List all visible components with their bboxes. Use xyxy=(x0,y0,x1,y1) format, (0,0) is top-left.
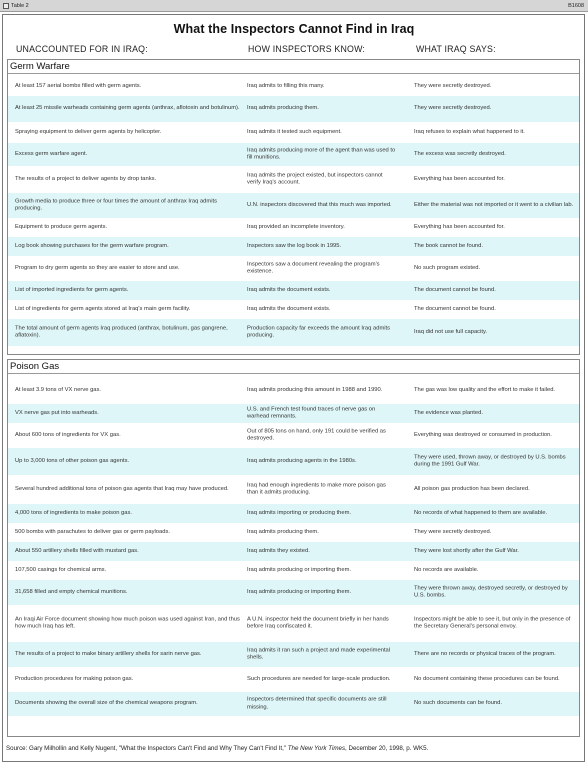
iraq-says-cell: Everything has been accounted for. xyxy=(414,223,505,230)
unaccounted-cell: 31,658 filled and empty chemical munitions. xyxy=(15,588,128,595)
unaccounted-cell: The results of a project to deliver agents by drop tanks. xyxy=(15,175,157,182)
unaccounted-cell: Several hundred additional tons of poison gas agents that Iraq may have produced. xyxy=(15,485,229,492)
how-known-cell: Iraq admits to filling this many. xyxy=(247,82,325,89)
how-known-cell: Iraq admits producing or importing them. xyxy=(247,588,352,595)
table-row xyxy=(8,96,579,122)
page-title: What the Inspectors Cannot Find in Iraq xyxy=(173,22,415,36)
table-row xyxy=(8,237,579,256)
unaccounted-cell: Log book showing purchases for the germ warfare program. xyxy=(15,242,169,249)
how-known-cell: Iraq admits producing this amount in 1988 and 1990. xyxy=(247,386,383,393)
iraq-says-cell: The excess was secretly destroyed. xyxy=(414,150,506,157)
table-row xyxy=(8,580,579,605)
iraq-says-cell: The gas was low quality and the effort to make it failed. xyxy=(414,386,556,393)
how-known-cell: Out of 805 tons on hand, only 191 could be verified as destroyed. xyxy=(247,427,386,442)
table-row xyxy=(8,504,579,523)
iraq-says-cell: Inspectors might be able to see it, but only in the presence of the Secretary General's personal envoy. xyxy=(414,615,571,630)
iraq-says-cell: They were secretly destroyed. xyxy=(414,82,492,89)
unaccounted-cell: About 600 tons of ingredients for VX gas. xyxy=(15,431,121,438)
unaccounted-cell: List of ingredients for germ agents stored at Iraq's main germ facility. xyxy=(15,305,191,312)
table-row xyxy=(8,143,579,166)
iraq-says-cell: Everything has been accounted for. xyxy=(414,175,505,182)
unaccounted-cell: 107,500 casings for chemical arms. xyxy=(15,566,107,573)
iraq-says-cell: The evidence was planted. xyxy=(414,409,483,416)
how-known-cell: Iraq admits producing them. xyxy=(247,528,319,535)
source-prefix: Source: xyxy=(6,745,28,752)
source-text: Gary Milhollin and Kelly Nugent, "What the Inspectors Can't Find and Why They Can't Find It," xyxy=(27,745,288,752)
iraq-says-cell: They were used, thrown away, or destroyed by U.S. bombs during the 1991 Gulf War. xyxy=(414,453,566,468)
how-known-cell: A U.N. inspector held the document briefly in her hands before Iraq confiscated it. xyxy=(247,615,389,630)
unaccounted-cell: Documents showing the overall size of the chemical weapons program. xyxy=(15,700,198,707)
iraq-says-cell: Iraq did not use full capacity. xyxy=(414,328,488,335)
unaccounted-cell: At least 3.9 tons of VX nerve gas. xyxy=(15,386,102,393)
how-known-cell: Iraq admits it tested such equipment. xyxy=(247,128,342,135)
how-known-cell: Production capacity far exceeds the amount Iraq admits producing. xyxy=(247,324,391,339)
iraq-says-cell: Everything was destroyed or consumed in production. xyxy=(414,431,552,438)
table-row xyxy=(8,404,579,423)
iraq-says-cell: There are no records or physical traces of the program. xyxy=(414,650,556,657)
table-row xyxy=(8,319,579,346)
iraq-says-cell: They were secretly destroyed. xyxy=(414,105,492,112)
unaccounted-cell: The results of a project to make binary artillery shells for sarin nerve gas. xyxy=(15,650,202,657)
unaccounted-cell: List of imported ingredients for germ agents. xyxy=(15,286,129,293)
unaccounted-cell: Up to 3,000 tons of other poison gas agents. xyxy=(15,457,130,464)
source-publication: The New York Times xyxy=(287,745,346,752)
table-row xyxy=(8,77,579,96)
unaccounted-cell: 500 bombs with parachutes to deliver gas or germ payloads. xyxy=(15,528,170,535)
iraq-says-cell: All poison gas production has been declared. xyxy=(414,485,530,492)
table-row xyxy=(8,166,579,193)
iraq-says-cell: No records of what happened to them are available. xyxy=(414,509,548,516)
how-known-cell: Iraq admits the document exists. xyxy=(247,286,331,293)
unaccounted-cell: Excess germ warfare agent. xyxy=(15,150,88,157)
iraq-says-cell: They were thrown away, destroyed secretly, or destroyed by U.S. bombs. xyxy=(414,584,568,599)
section-germ-warfare xyxy=(7,59,580,355)
unaccounted-cell: At least 157 aerial bombs filled with germ agents. xyxy=(15,82,142,89)
iraq-says-cell: They were lost shortly after the Gulf War. xyxy=(414,547,519,554)
how-known-cell: Iraq admits they existed. xyxy=(247,547,310,554)
how-known-cell: Such procedures are needed for large-scale production. xyxy=(247,675,391,682)
document-code: B1608 xyxy=(568,3,584,9)
iraq-says-cell: Iraq refuses to explain what happened to it. xyxy=(414,128,525,135)
iraq-says-cell: No records are available. xyxy=(414,566,479,573)
table-row xyxy=(8,423,579,448)
table-row xyxy=(8,281,579,300)
table-row xyxy=(8,692,579,716)
how-known-cell: U.N. inspectors discovered that this much was imported. xyxy=(247,201,392,208)
how-known-cell: Iraq admits producing agents in the 1980s. xyxy=(247,457,357,464)
table-row xyxy=(8,542,579,561)
document-icon xyxy=(3,3,9,9)
tab-label[interactable]: Table 2 xyxy=(11,3,29,9)
iraq-says-cell: No such program existed. xyxy=(414,264,481,271)
unaccounted-cell: An Iraqi Air Force document showing how much poison was used against Iran, and thus how much Iraq has left. xyxy=(15,615,240,630)
table-row xyxy=(8,256,579,281)
how-known-cell: Inspectors saw the log book in 1995. xyxy=(247,242,342,249)
table-row xyxy=(8,448,579,475)
how-known-cell: Iraq admits importing or producing them. xyxy=(247,509,352,516)
how-known-cell: Inspectors determined that specific documents are still missing. xyxy=(247,696,387,710)
how-known-cell: Iraq admits the project existed, but inspectors cannot verify Iraq's account. xyxy=(247,171,383,186)
unaccounted-cell: Spraying equipment to deliver germ agents by helicopter. xyxy=(15,128,162,135)
how-known-cell: Iraq admits it ran such a project and made experimental shells. xyxy=(247,646,391,661)
table-row xyxy=(8,642,579,667)
iraq-says-cell: They were secretly destroyed. xyxy=(414,528,492,535)
how-known-cell: Iraq admits the document exists. xyxy=(247,305,331,312)
column-header-unaccounted: UNACCOUNTED FOR IN IRAQ: xyxy=(16,44,148,54)
column-header-how-inspectors-know: HOW INSPECTORS KNOW: xyxy=(248,44,366,54)
table-row xyxy=(8,523,579,542)
source-citation xyxy=(6,745,584,752)
iraq-says-cell: No document containing these procedures can be found. xyxy=(414,675,560,682)
table-row xyxy=(8,605,579,642)
iraq-says-cell: No such documents can be found. xyxy=(414,700,502,707)
table-row xyxy=(8,122,579,143)
unaccounted-cell: About 550 artillery shells filled with mustard gas. xyxy=(15,547,139,554)
how-known-cell: Iraq had enough ingredients to make more poison gas than it admits producing. xyxy=(247,481,386,496)
section-poison-gas xyxy=(7,359,580,737)
iraq-says-cell: The document cannot be found. xyxy=(414,305,496,312)
section-heading: Poison Gas xyxy=(8,360,579,374)
unaccounted-cell: Growth media to produce three or four times the amount of anthrax Iraq admits producing. xyxy=(15,197,218,212)
table-row xyxy=(8,561,579,580)
iraq-says-cell: The book cannot be found. xyxy=(414,242,483,249)
window-titlebar xyxy=(0,0,588,12)
table-row xyxy=(8,475,579,504)
how-known-cell: Iraq admits producing them. xyxy=(247,105,319,112)
table-row xyxy=(8,218,579,237)
unaccounted-cell: Equipment to produce germ agents. xyxy=(15,223,108,230)
how-known-cell: U.S. and French test found traces of nerve gas on warhead remnants. xyxy=(247,405,376,420)
iraq-says-cell: Either the material was not imported or it went to a civilian lab. xyxy=(414,201,574,208)
table-row xyxy=(8,667,579,692)
table-row xyxy=(8,377,579,404)
how-known-cell: Inspectors saw a document revealing the program's existence. xyxy=(247,260,380,275)
source-suffix: , December 20, 1998, p. WK5. xyxy=(345,745,429,752)
how-known-cell: Iraq admits producing more of the agent than was used to fill munitions. xyxy=(247,146,396,161)
table-row xyxy=(8,193,579,218)
unaccounted-cell: At least 25 missile warheads containing germ agents (anthrax, aflotoxin and botulinum). xyxy=(15,105,240,112)
iraq-says-cell: The document cannot be found. xyxy=(414,286,496,293)
how-known-cell: Iraq provided an incomplete inventory. xyxy=(247,223,345,230)
unaccounted-cell: Production procedures for making poison gas. xyxy=(15,675,134,682)
section-heading: Germ Warfare xyxy=(8,60,579,74)
unaccounted-cell: VX nerve gas put into warheads. xyxy=(15,409,99,416)
how-known-cell: Iraq admits producing or importing them. xyxy=(247,566,352,573)
unaccounted-cell: The total amount of germ agents Iraq produced (anthrax, botulinum, gas gangrene, aflatoxin). xyxy=(15,324,228,339)
table-row xyxy=(8,300,579,319)
unaccounted-cell: 4,000 tons of ingredients to make poison gas. xyxy=(15,509,132,516)
column-header-what-iraq-says: WHAT IRAQ SAYS: xyxy=(416,44,496,54)
unaccounted-cell: Program to dry germ agents so they are easier to store and use. xyxy=(15,264,180,271)
